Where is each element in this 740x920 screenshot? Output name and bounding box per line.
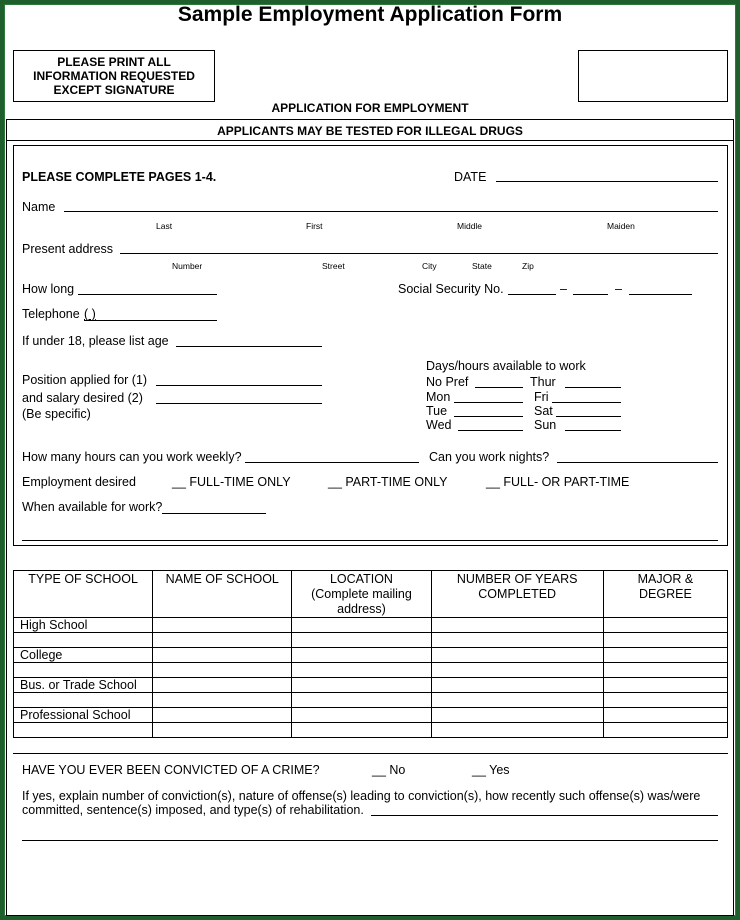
- position-label: Position applied for (1): [22, 373, 148, 387]
- education-row: [14, 723, 728, 738]
- print-notice-box: [13, 50, 215, 102]
- thur-field[interactable]: [565, 387, 621, 388]
- school-type-cell: [14, 693, 153, 708]
- position-field-1[interactable]: [156, 385, 322, 386]
- day-label-tue: Tue: [426, 404, 448, 418]
- name-part-label: Maiden: [607, 221, 635, 231]
- school-years-cell[interactable]: [431, 723, 603, 738]
- wed-field[interactable]: [458, 430, 523, 431]
- mon-field[interactable]: [454, 402, 523, 403]
- school-location-cell[interactable]: [292, 678, 431, 693]
- crime-explain-field-2[interactable]: [22, 840, 718, 841]
- day-label-sun: Sun: [534, 418, 557, 432]
- print-notice-line: INFORMATION REQUESTED: [33, 69, 195, 83]
- school-location-cell[interactable]: [292, 618, 431, 633]
- telephone-label: Telephone: [22, 307, 80, 321]
- header-text: address): [337, 602, 386, 616]
- full-or-part-time-option[interactable]: __ FULL- OR PART-TIME: [486, 475, 630, 489]
- print-notice-line: PLEASE PRINT ALL: [57, 55, 171, 69]
- day-label-no-pref: No Pref: [426, 375, 469, 389]
- school-location-cell[interactable]: [292, 633, 431, 648]
- address-part-label: City: [422, 261, 437, 271]
- school-location-cell[interactable]: [292, 708, 431, 723]
- school-major-cell[interactable]: [603, 618, 727, 633]
- type-of-school-header: [14, 571, 153, 618]
- hours-weekly-field[interactable]: [245, 462, 419, 463]
- crime-explain-line1: If yes, explain number of conviction(s), nature of offense(s) leading to conviction(s), how recently such offense(s) was/were: [22, 789, 701, 803]
- telephone-area-code: ( ): [84, 307, 96, 321]
- ssn-field-3[interactable]: [629, 294, 692, 295]
- school-type-cell: College: [14, 648, 153, 663]
- address-part-label: Zip: [522, 261, 534, 271]
- nights-field[interactable]: [557, 462, 718, 463]
- ssn-field-1[interactable]: [508, 294, 556, 295]
- ssn-field-2[interactable]: [573, 294, 608, 295]
- school-type-cell: [14, 663, 153, 678]
- name-part-label: First: [306, 221, 323, 231]
- school-type-cell: Bus. or Trade School: [14, 678, 153, 693]
- form-title: Sample Employment Application Form: [177, 3, 563, 26]
- day-label-sat: Sat: [534, 404, 553, 418]
- section1-extra-line[interactable]: [22, 540, 718, 541]
- school-name-cell[interactable]: [153, 633, 292, 648]
- full-time-option[interactable]: __ FULL-TIME ONLY: [172, 475, 291, 489]
- name-of-school-header: [153, 571, 292, 618]
- location-header: [292, 571, 431, 618]
- part-time-option[interactable]: __ PART-TIME ONLY: [328, 475, 448, 489]
- drug-notice: APPLICANTS MAY BE TESTED FOR ILLEGAL DRUGS: [217, 124, 523, 138]
- crime-section-divider: [13, 753, 728, 754]
- school-location-cell[interactable]: [292, 723, 431, 738]
- school-major-cell[interactable]: [603, 633, 727, 648]
- school-type-cell: Professional School: [14, 708, 153, 723]
- day-label-wed: Wed: [426, 418, 452, 432]
- education-row: [14, 693, 728, 708]
- education-row: [14, 618, 728, 633]
- school-years-cell[interactable]: [431, 663, 603, 678]
- date-label: DATE: [454, 170, 487, 184]
- school-major-cell[interactable]: [603, 723, 727, 738]
- header-text: (Complete mailing: [311, 587, 412, 601]
- header-text: COMPLETED: [478, 587, 557, 601]
- salary-label: and salary desired (2): [22, 391, 143, 405]
- crime-yes-option[interactable]: __ Yes: [472, 763, 510, 777]
- name-part-label: Middle: [457, 221, 483, 231]
- day-label-fri: Fri: [534, 390, 549, 404]
- school-years-cell[interactable]: [431, 633, 603, 648]
- school-location-cell[interactable]: [292, 663, 431, 678]
- hours-weekly-label: How many hours can you work weekly?: [22, 450, 242, 464]
- header-text: LOCATION: [329, 572, 393, 586]
- sun-field[interactable]: [565, 430, 621, 431]
- be-specific-note: (Be specific): [22, 407, 91, 421]
- education-table: [13, 570, 728, 738]
- day-label-mon: Mon: [426, 390, 451, 404]
- crime-question: HAVE YOU EVER BEEN CONVICTED OF A CRIME?: [22, 763, 320, 777]
- school-type-cell: [14, 723, 153, 738]
- crime-no-option[interactable]: __ No: [372, 763, 406, 777]
- school-major-cell[interactable]: [603, 648, 727, 663]
- school-years-cell[interactable]: [431, 693, 603, 708]
- no-pref-field[interactable]: [475, 387, 523, 388]
- address-part-label: State: [472, 261, 492, 271]
- school-major-cell[interactable]: [603, 708, 727, 723]
- school-name-cell[interactable]: [153, 678, 292, 693]
- address-label: Present address: [22, 242, 114, 256]
- education-row: [14, 678, 728, 693]
- school-name-cell[interactable]: [153, 708, 292, 723]
- education-row: [14, 648, 728, 663]
- school-type-cell: [14, 633, 153, 648]
- header-text: NUMBER OF YEARS: [456, 572, 578, 586]
- address-part-label: Street: [322, 261, 345, 271]
- how-long-label: How long: [22, 282, 75, 296]
- application-heading: APPLICATION FOR EMPLOYMENT: [271, 101, 469, 115]
- education-row: [14, 663, 728, 678]
- major-degree-header: [603, 571, 727, 618]
- school-years-cell[interactable]: [431, 648, 603, 663]
- fri-field[interactable]: [552, 402, 621, 403]
- school-name-cell[interactable]: [153, 663, 292, 678]
- school-name-cell[interactable]: [153, 648, 292, 663]
- education-header-row: [14, 571, 728, 618]
- header-text: NAME OF SCHOOL: [165, 572, 279, 586]
- office-use-box[interactable]: [578, 50, 728, 102]
- days-hours-label: Days/hours available to work: [426, 359, 586, 373]
- day-label-thur: Thur: [530, 375, 556, 389]
- ssn-label: Social Security No.: [398, 282, 504, 296]
- header-text: MAJOR &: [637, 572, 694, 586]
- header-text: TYPE OF SCHOOL: [28, 572, 138, 586]
- name-label: Name: [22, 200, 56, 214]
- address-field[interactable]: [120, 253, 718, 254]
- telephone-field[interactable]: [84, 320, 217, 321]
- school-years-cell[interactable]: [431, 708, 603, 723]
- sat-field[interactable]: [556, 416, 621, 417]
- school-type-cell: High School: [14, 618, 153, 633]
- school-major-cell[interactable]: [603, 663, 727, 678]
- age-field[interactable]: [176, 346, 322, 347]
- education-row: [14, 633, 728, 648]
- crime-explain-line2: committed, sentence(s) imposed, and type(s) of rehabilitation.: [22, 803, 364, 817]
- how-long-field[interactable]: [78, 294, 217, 295]
- when-available-field[interactable]: [162, 513, 266, 514]
- school-years-cell[interactable]: [431, 618, 603, 633]
- education-row: [14, 708, 728, 723]
- print-notice-line: EXCEPT SIGNATURE: [53, 83, 175, 97]
- school-years-cell[interactable]: [431, 678, 603, 693]
- school-location-cell[interactable]: [292, 648, 431, 663]
- complete-pages-notice: PLEASE COMPLETE PAGES 1-4.: [22, 170, 217, 184]
- ssn-dash: –: [560, 282, 567, 296]
- ssn-dash: –: [615, 282, 622, 296]
- name-field[interactable]: [64, 211, 718, 212]
- position-field-2[interactable]: [156, 403, 322, 404]
- school-name-cell[interactable]: [153, 618, 292, 633]
- address-part-label: Number: [172, 261, 203, 271]
- school-major-cell[interactable]: [603, 693, 727, 708]
- name-part-label: Last: [156, 221, 173, 231]
- date-field[interactable]: [496, 181, 718, 182]
- crime-explain-field[interactable]: [371, 815, 718, 816]
- school-name-cell[interactable]: [153, 723, 292, 738]
- nights-label: Can you work nights?: [429, 450, 550, 464]
- school-major-cell[interactable]: [603, 678, 727, 693]
- school-name-cell[interactable]: [153, 693, 292, 708]
- tue-field[interactable]: [454, 416, 523, 417]
- employment-desired-label: Employment desired: [22, 475, 136, 489]
- years-completed-header: [431, 571, 603, 618]
- when-available-label: When available for work?: [22, 500, 163, 514]
- drug-notice-divider: [6, 140, 734, 141]
- under-18-label: If under 18, please list age: [22, 334, 169, 348]
- header-text: DEGREE: [639, 587, 692, 601]
- school-location-cell[interactable]: [292, 693, 431, 708]
